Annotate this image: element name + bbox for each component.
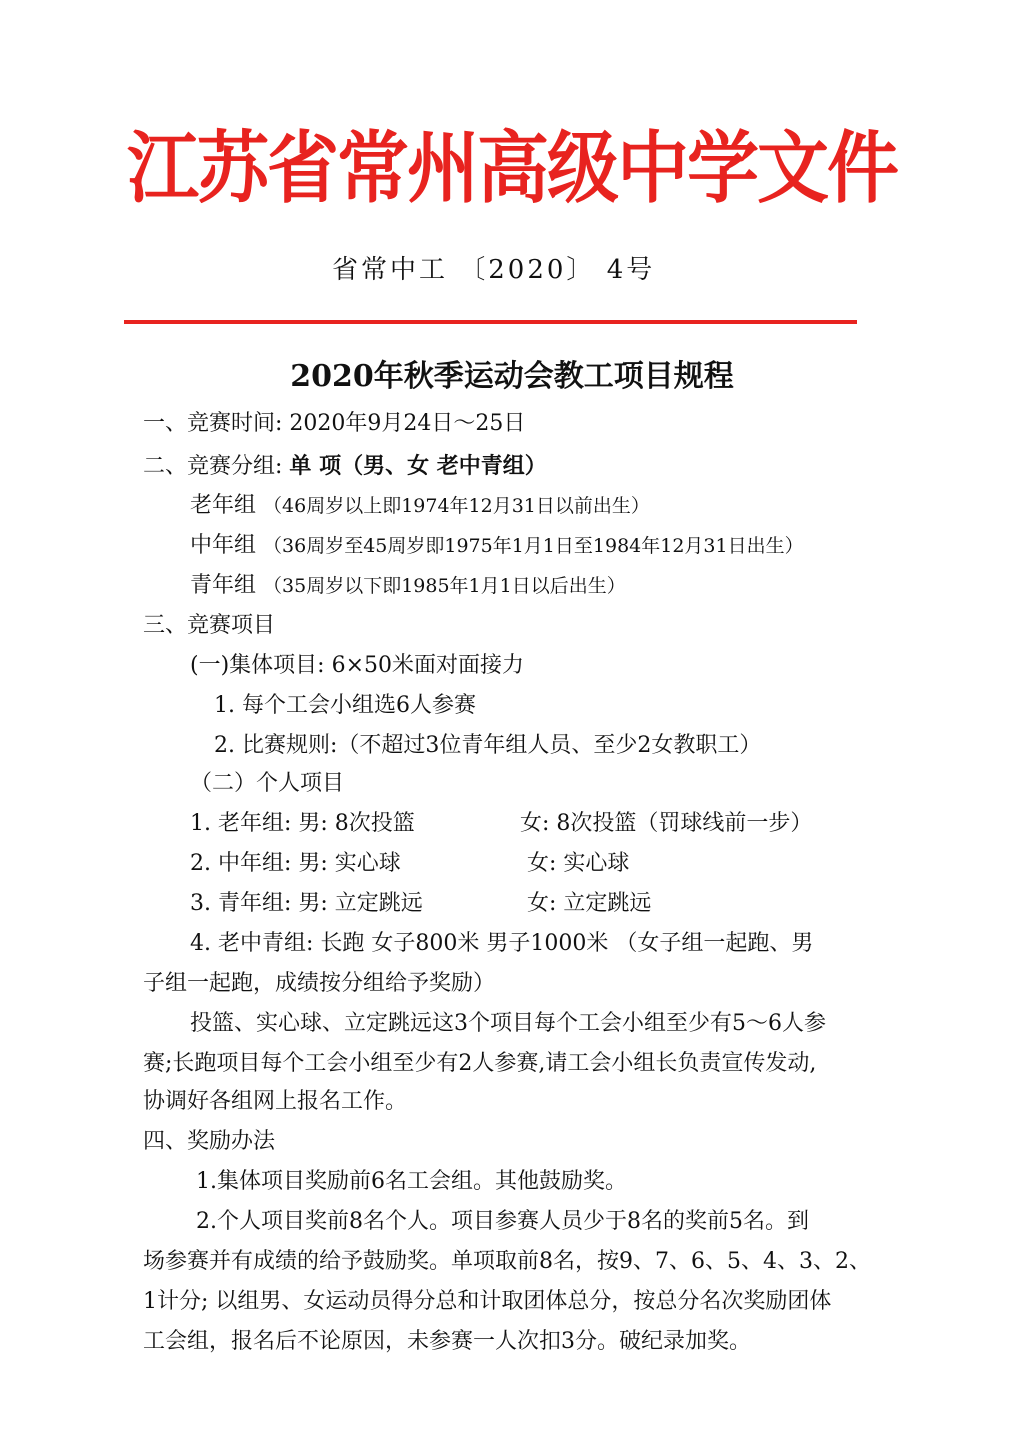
individual-event-left: 2. 中年组: 男: 实心球 <box>190 851 401 876</box>
individual-event-left: 3. 青年组: 男: 立定跳远 <box>190 891 423 916</box>
groups-label: 二、竞赛分组: <box>143 454 290 479</box>
competition-groups <box>143 450 547 483</box>
award-2-line-1: 2.个人项目奖前8名个人。项目参赛人员少于8名的奖前5名。到 <box>196 1209 809 1234</box>
individual-event-right: 女: 立定跳远 <box>527 891 652 916</box>
group-desc: （46周岁以上即1974年12月31日以前出生） <box>263 495 650 517</box>
org-header-title: 江苏省常州高级中学文件 <box>126 122 897 214</box>
team-event: (一)集体项目: 6×50米面对面接力 <box>190 653 524 678</box>
team-rule-1: 1. 每个工会小组选6人参赛 <box>214 693 476 718</box>
groups-value: 单 项（男、女 老中青组） <box>289 453 547 479</box>
document-title: 2020年秋季运动会教工项目规程 <box>290 359 734 394</box>
participation-para-line-3: 协调好各组网上报名工作。 <box>143 1089 408 1114</box>
red-divider-line <box>124 320 857 324</box>
group-row-young <box>190 570 626 602</box>
events-heading: 三、竞赛项目 <box>143 613 276 638</box>
long-run-line-1: 4. 老中青组: 长跑 女子800米 男子1000米 （女子组一起跑、男 <box>190 931 814 956</box>
group-desc: （35周岁以下即1985年1月1日以后出生） <box>263 575 626 597</box>
group-name: 老年组 <box>190 493 257 518</box>
award-2-line-2: 场参赛并有成绩的给予鼓励奖。单项取前8名，按9、7、6、5、4、3、2、 <box>143 1249 871 1274</box>
competition-time: 一、竞赛时间: 2020年9月24日～25日 <box>143 411 526 436</box>
individual-heading: （二）个人项目 <box>190 771 345 796</box>
group-name: 青年组 <box>190 573 257 598</box>
participation-para-line-2: 赛;长跑项目每个工会小组至少有2人参赛,请工会小组长负责宣传发动, <box>143 1051 817 1076</box>
participation-para-line-1: 投篮、实心球、立定跳远这3个项目每个工会小组至少有5～6人参 <box>190 1011 826 1036</box>
document-number: 省常中工 〔2020〕 4号 <box>332 255 656 285</box>
group-name: 中年组 <box>190 533 257 558</box>
individual-event-right: 女: 8次投篮（罚球线前一步） <box>520 811 813 836</box>
team-rule-2: 2. 比赛规则:（不超过3位青年组人员、至少2女教职工） <box>214 733 762 758</box>
award-2-line-4: 工会组，报名后不论原因，未参赛一人次扣3分。破纪录加奖。 <box>143 1329 751 1354</box>
group-row-middle <box>190 530 804 562</box>
award-1: 1.集体项目奖励前6名工会组。其他鼓励奖。 <box>196 1169 627 1194</box>
long-run-line-2: 子组一起跑，成绩按分组给予奖励） <box>143 971 496 996</box>
group-desc: （36周岁至45周岁即1975年1月1日至1984年12月31日出生） <box>263 535 804 557</box>
awards-heading: 四、奖励办法 <box>143 1129 276 1154</box>
award-2-line-3: 1计分; 以组男、女运动员得分总和计取团体总分，按总分名次奖励团体 <box>143 1289 832 1314</box>
individual-event-left: 1. 老年组: 男: 8次投篮 <box>190 811 415 836</box>
group-row-senior <box>190 490 650 522</box>
individual-event-right: 女: 实心球 <box>527 851 630 876</box>
